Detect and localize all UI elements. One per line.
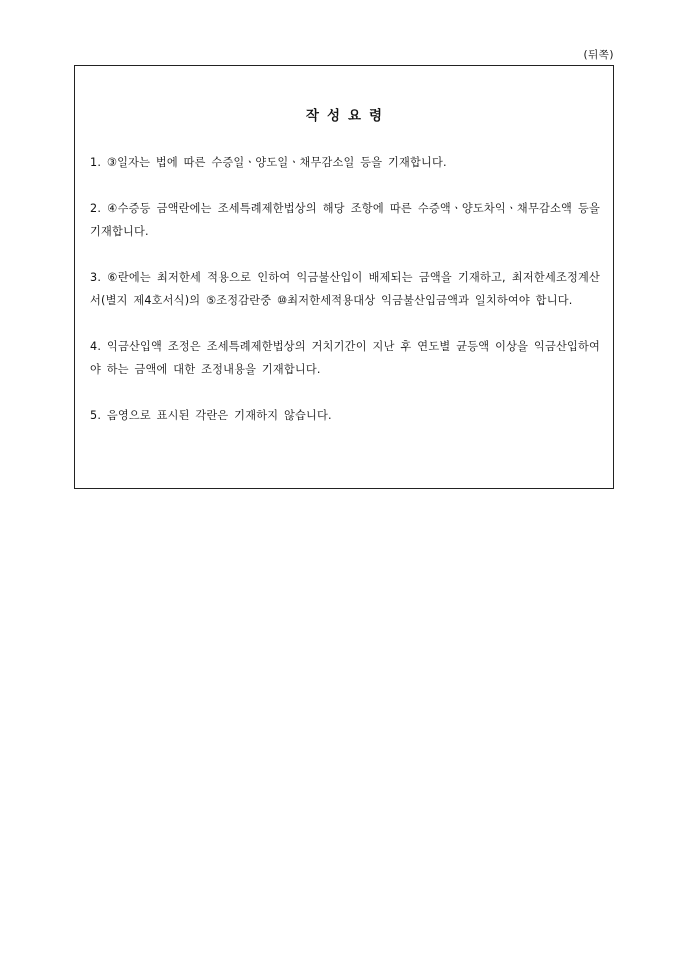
instructions-title: 작성요령 bbox=[305, 108, 391, 124]
instruction-item-5 bbox=[90, 404, 600, 427]
instructions-list bbox=[90, 151, 600, 450]
instruction-number: 2. bbox=[90, 202, 102, 215]
instruction-number: 5. bbox=[90, 409, 102, 422]
instruction-text: ③일자는 법에 따른 수증일ㆍ양도일ㆍ채무감소일 등을 기재합니다. bbox=[106, 156, 447, 169]
instruction-text: 익금산입액 조정은 조세특례제한법상의 거치기간이 지난 후 연도별 균등액 이상을 익금산입하여야 하는 금액에 대한 조정내용을 기재합니다. bbox=[90, 340, 601, 376]
instruction-number: 3. bbox=[90, 271, 102, 284]
instruction-item-3 bbox=[90, 266, 600, 312]
page-side-label: (뒤쪽) bbox=[583, 49, 614, 61]
instruction-item-2 bbox=[90, 197, 600, 243]
instruction-number: 1. bbox=[90, 156, 102, 169]
instruction-text: ④수증등 금액란에는 조세특례제한법상의 해당 조항에 따른 수증액ㆍ양도차익ㆍ채무감소액 등을 기재합니다. bbox=[90, 202, 601, 238]
instruction-text: ⑥란에는 최저한세 적용으로 인하여 익금불산입이 배제되는 금액을 기재하고, 최저한세조정계산서(별지 제4호서식)의 ⑤조정감란중 ⑩최저한세적용대상 익금불산입금액과 일치하여야 합니다. bbox=[90, 271, 600, 307]
instruction-item-1 bbox=[90, 151, 600, 174]
instructions-box bbox=[74, 65, 614, 489]
instruction-item-4 bbox=[90, 335, 600, 381]
instruction-number: 4. bbox=[90, 340, 102, 353]
instruction-text: 음영으로 표시된 각란은 기재하지 않습니다. bbox=[106, 409, 332, 422]
